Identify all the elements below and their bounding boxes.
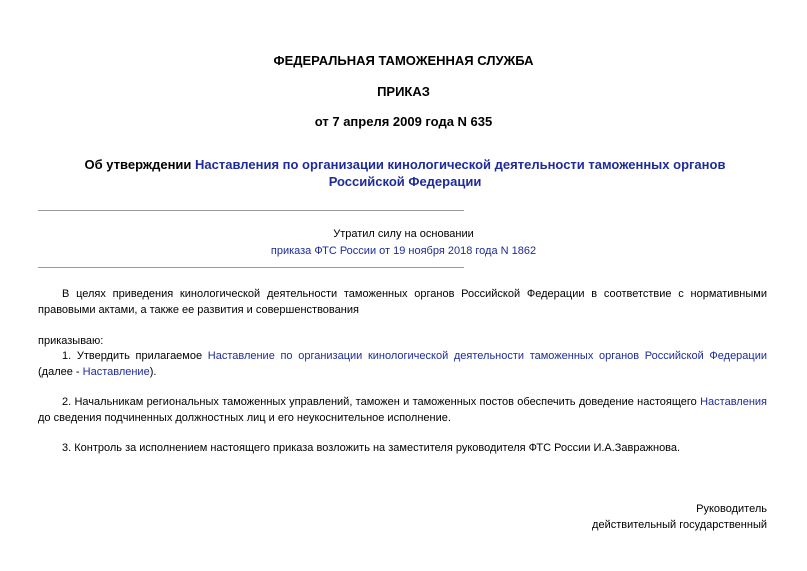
title-regulation-link[interactable]: Наставления по организации кинологической деятельности таможенных органов Российской Федерации [195,157,726,189]
item-1-prefix: 1. Утвердить прилагаемое [62,350,208,362]
repeal-order-link[interactable]: приказа ФТС России от 19 ноября 2018 года N 1862 [270,245,537,257]
intro-paragraph: В целях приведения кинологической деятельности таможенных органов Российской Федерации в соответствие с нормативными правовыми актами, а также ее развития и совершенствования [38,288,767,316]
item-1-suffix: ). [149,366,157,378]
item-1-regulation-link[interactable]: Наставление по организации кинологической деятельности таможенных органов Российской Федерации [207,350,768,362]
item-2-regulation-link[interactable]: Наставления [700,396,767,408]
divider-top [38,210,464,211]
item-3: 3. Контроль за исполнением настоящего приказа возложить на заместителя руководителя ФТС России И.А.Завражнова. [62,442,681,454]
item-1-middle: (далее - [38,366,83,378]
item-2 [38,394,767,426]
document-title [60,156,750,190]
signature-rank: действительный государственный [592,519,767,531]
order-word: приказываю: [38,335,104,347]
signature-title: Руководитель [696,503,767,515]
item-2-suffix: до сведения подчиненных должностных лиц и его неукоснительное исполнение. [38,412,451,424]
item-1-short-link[interactable]: Наставление [82,366,150,378]
divider-bottom [38,267,464,268]
document-date-number: от 7 апреля 2009 года N 635 [314,114,493,129]
title-prefix: Об утверждении [84,157,196,172]
validity-note: Утратил силу на основании [333,228,474,240]
document-type: ПРИКАЗ [377,84,430,99]
agency-name: ФЕДЕРАЛЬНАЯ ТАМОЖЕННАЯ СЛУЖБА [273,53,534,68]
item-1 [38,348,767,380]
item-2-prefix: 2. Начальникам региональных таможенных управлений, таможен и таможенных постов обеспечить доведение настоящего [62,396,701,408]
